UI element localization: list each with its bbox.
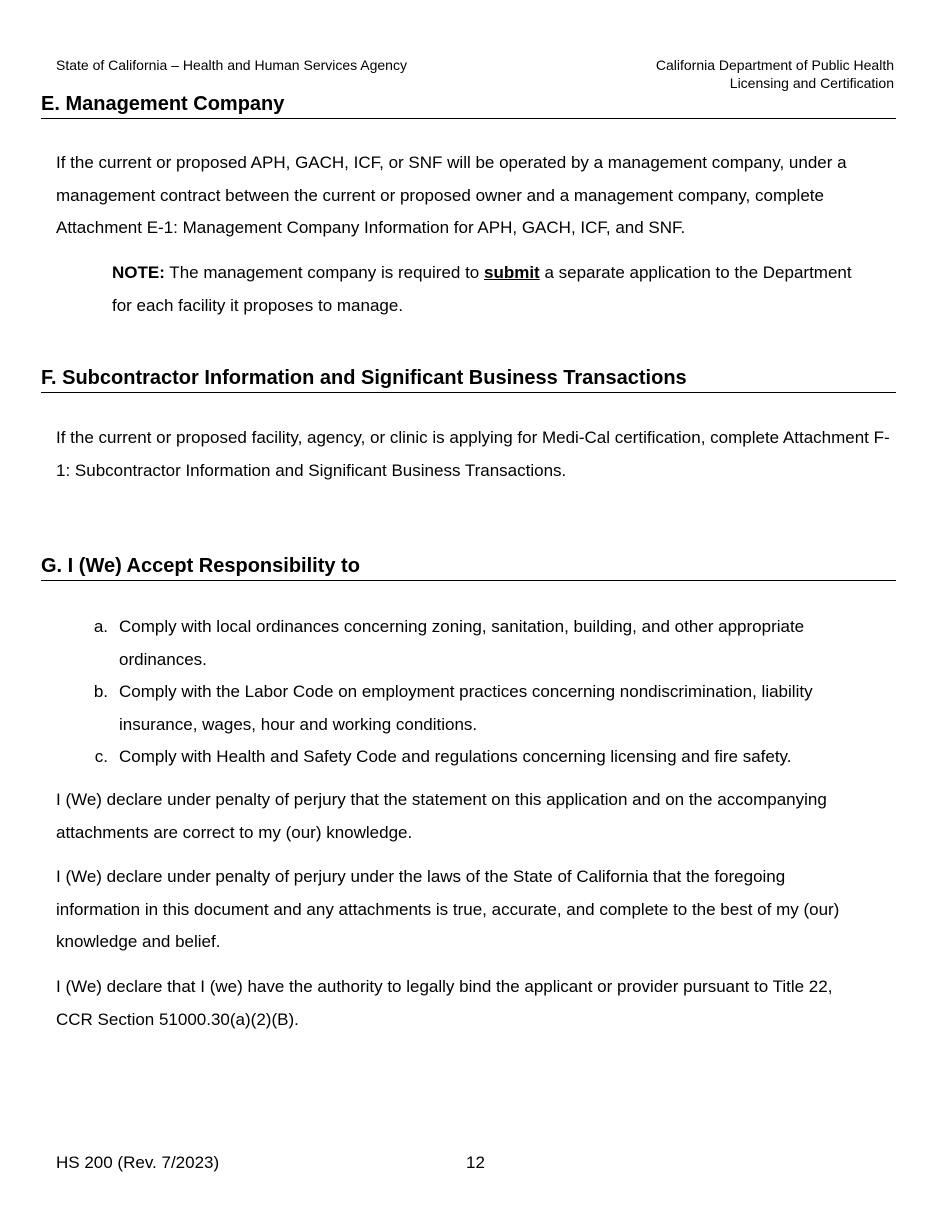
section-g-title: G. I (We) Accept Responsibility to <box>41 554 896 581</box>
declaration-paragraph: I (We) declare under penalty of perjury under the laws of the State of California that the foregoing information in this document and any attachments is true, accurate, and complete to the best of my (our) knowledge and belief. <box>56 867 840 951</box>
list-item-text: Comply with the Labor Code on employment practices concerning nondiscrimination, liability insurance, wages, hour and working conditions. <box>119 682 813 734</box>
section-e-paragraph: If the current or proposed APH, GACH, ICF, or SNF will be operated by a management company, under a management contract between the current or proposed owner and a management company, complete Attachment E-1: Management Company Information for APH, GACH, ICF, and SNF. <box>56 153 847 237</box>
list-item <box>84 611 884 676</box>
list-item <box>84 676 884 741</box>
note-emphasis: submit <box>483 263 540 282</box>
section-e-title: E. Management Company <box>41 92 896 119</box>
note-label: NOTE: <box>112 263 165 282</box>
header-department-name: California Department of Public Health <box>655 57 894 73</box>
header-division-name: Licensing and Certification <box>729 75 894 91</box>
header-agency: State of California – Health and Human Services Agency <box>56 57 407 73</box>
note-text-after: a separate application to the Department for each facility it proposes to manage. <box>112 263 852 315</box>
section-e-note <box>112 256 872 322</box>
footer-page-number: 12 <box>466 1153 485 1172</box>
list-marker: c. <box>94 747 108 766</box>
header-department <box>656 56 894 92</box>
note-text-before: The management company is required to <box>164 263 484 282</box>
list-item <box>84 741 884 774</box>
responsibility-list <box>84 611 884 774</box>
declaration-paragraph: I (We) declare that I (we) have the authority to legally bind the applicant or provider pursuant to Title 22, CCR Section 51000.30(a)(2)(B). <box>56 977 833 1029</box>
list-item-text: Comply with Health and Safety Code and regulations concerning licensing and fire safety. <box>119 747 792 766</box>
section-f-paragraph: If the current or proposed facility, agency, or clinic is applying for Medi-Cal certification, complete Attachment F-1: Subcontractor Information and Significant Business Transactions. <box>56 428 890 480</box>
footer-form-id: HS 200 (Rev. 7/2023) <box>56 1153 220 1172</box>
list-marker: a. <box>93 617 108 636</box>
declaration-paragraph: I (We) declare under penalty of perjury that the statement on this application and on the accompanying attachments are correct to my (our) knowledge. <box>56 790 827 842</box>
list-item-text: Comply with local ordinances concerning zoning, sanitation, building, and other appropriate ordinances. <box>119 617 805 669</box>
list-marker: b. <box>93 682 108 701</box>
section-f-title: F. Subcontractor Information and Significant Business Transactions <box>41 366 896 393</box>
